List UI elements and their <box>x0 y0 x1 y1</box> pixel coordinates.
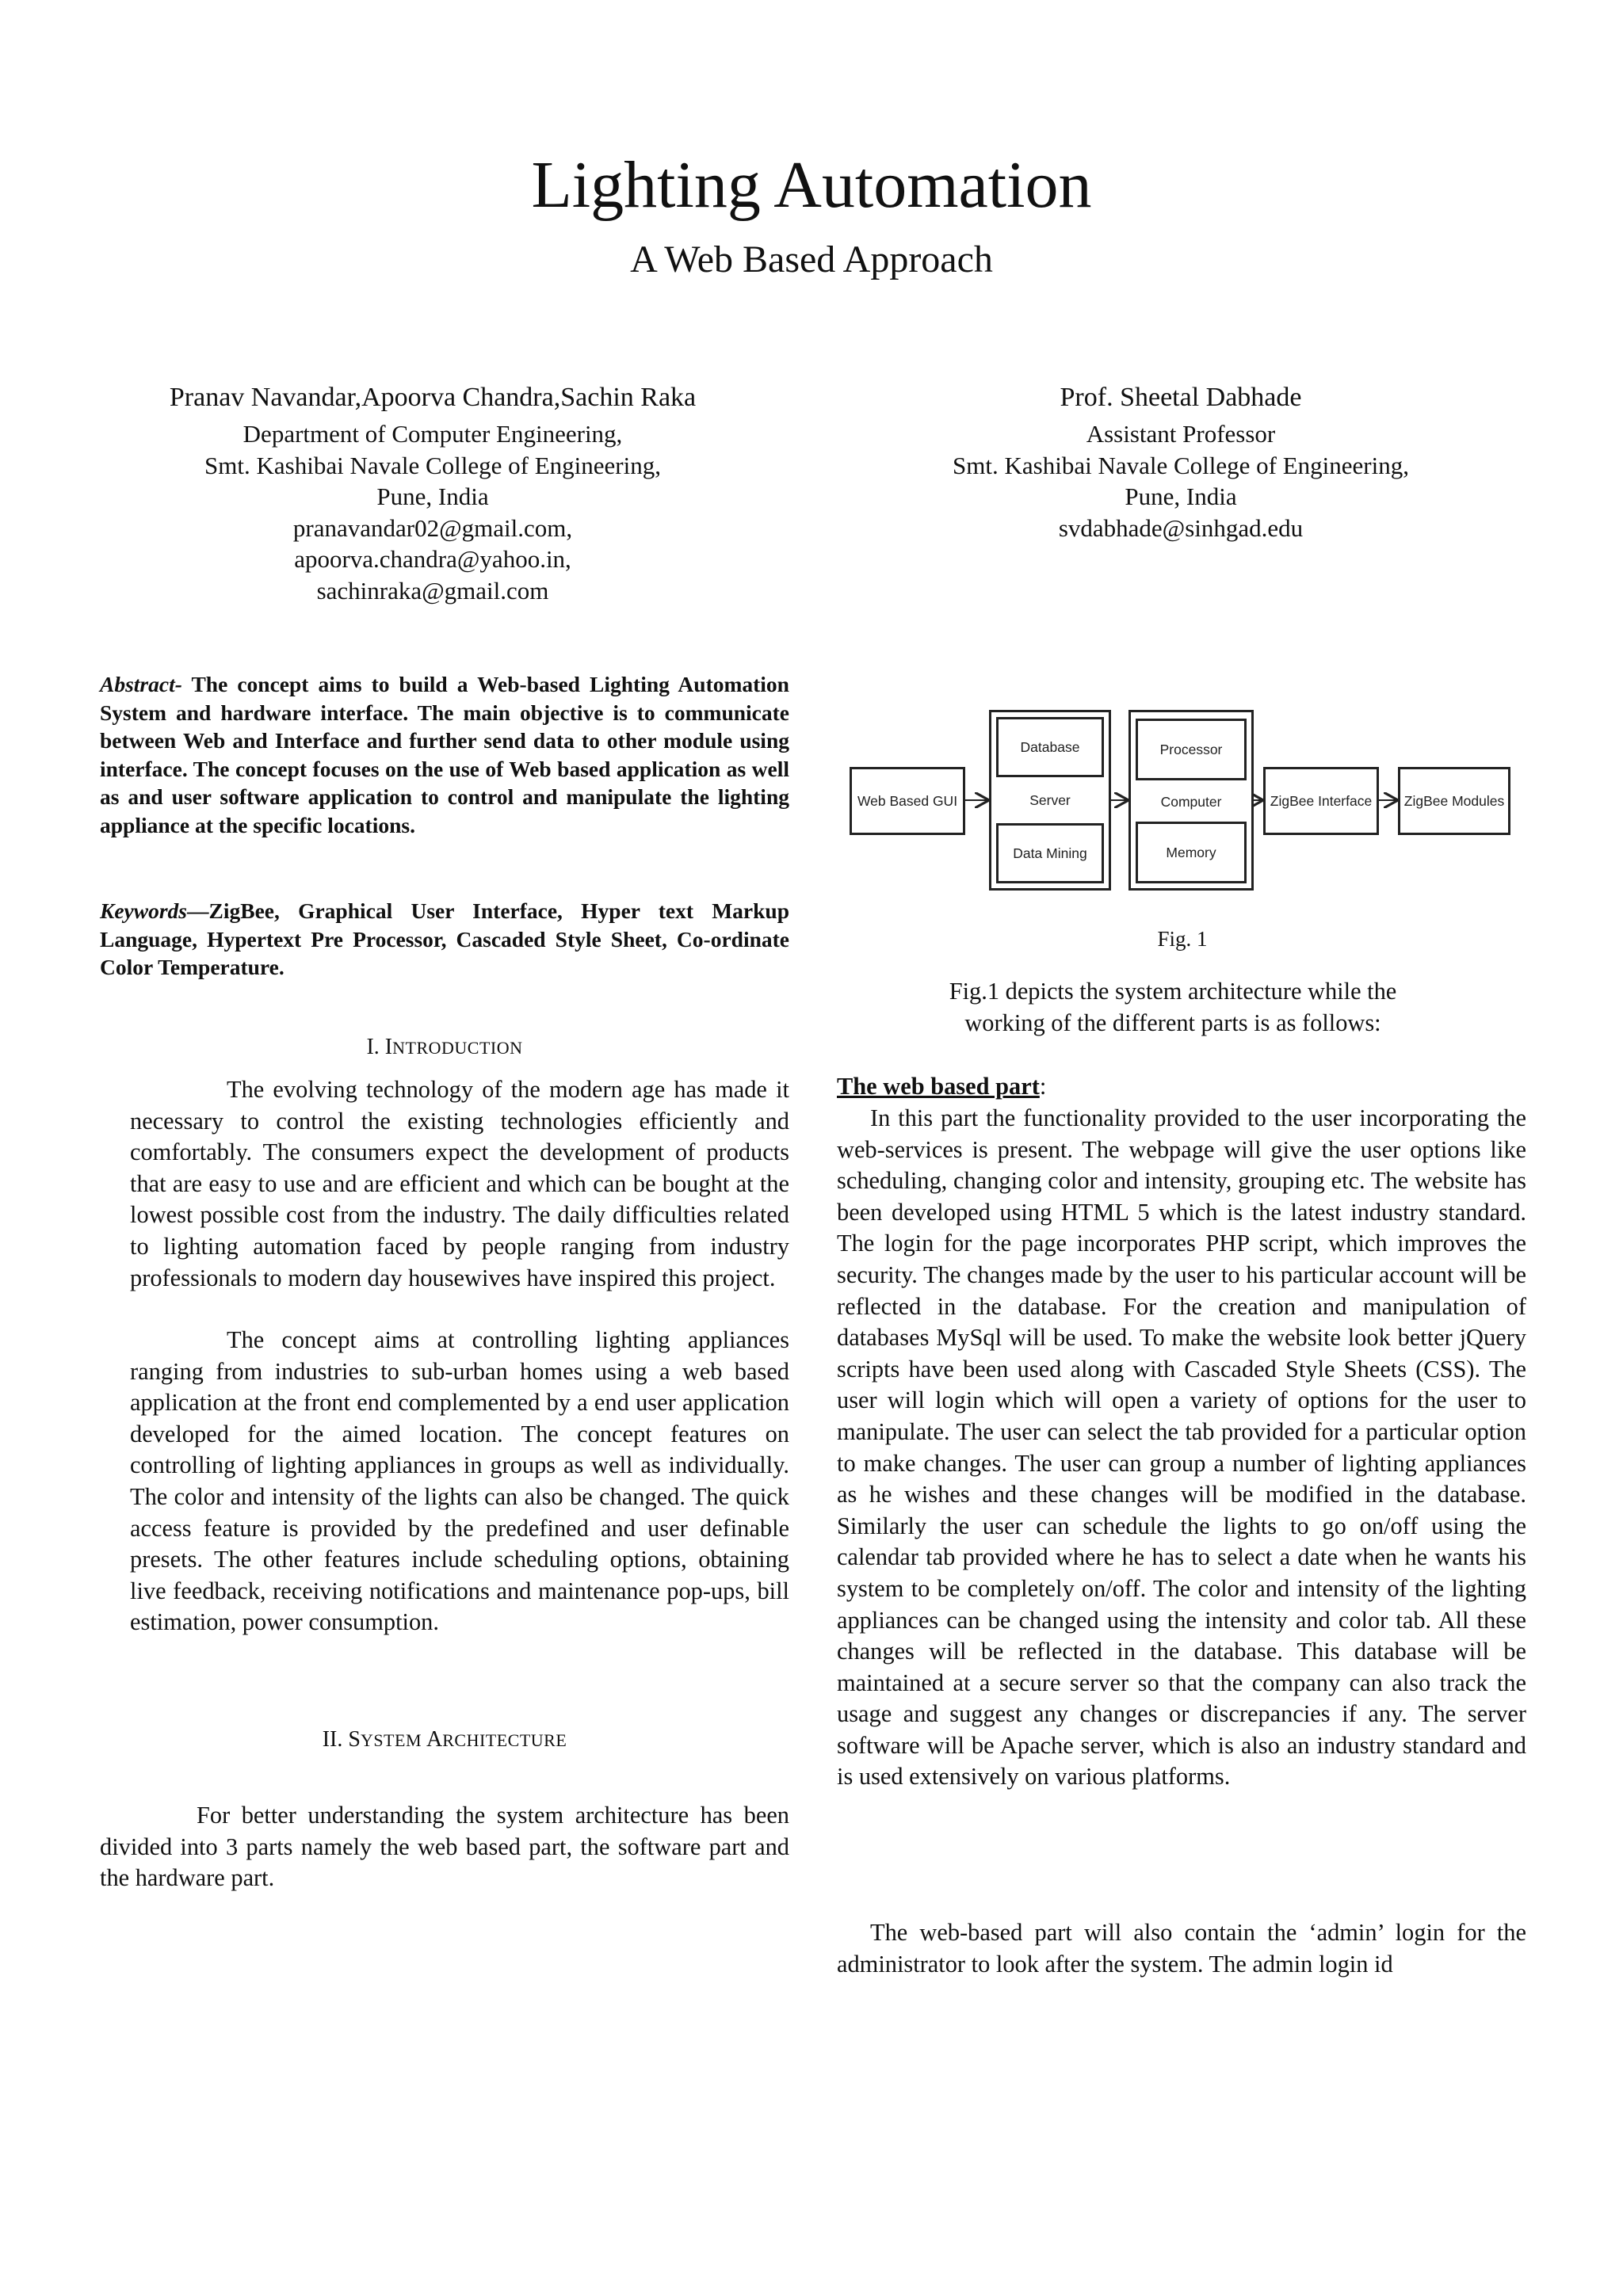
author-affiliation-line: Assistant Professor <box>1086 420 1276 448</box>
block-database-label: Database <box>1020 739 1080 755</box>
architecture-paragraph: For better understanding the system architecture has been divided into 3 parts namely the web based part, the software part and the hardware part. <box>100 1802 789 1892</box>
web-part-paragraph-2: The web-based part will also contain the ‘admin’ login for the administrator to look after the system. The admin login id <box>837 1919 1526 1978</box>
intro-paragraph-2: The concept aims at controlling lighting appliances ranging from industries to sub-urban homes using a web based application at the front end complemented by a end user application developed for the aimed location. The concept features on controlling of lighting appliances in groups as well as individually. The color and intensity of the lights can also be changed. The quick access feature is provided by the predefined and user definable presets. The other features include scheduling options, obtaining live feedback, receiving notifications and maintenance pop-ups, bill estimation, power consumption. <box>130 1326 789 1636</box>
block-web-gui <box>850 767 965 835</box>
keywords-text: —ZigBee, Graphical User Interface, Hyper text Markup Language, Hypertext Pre Processor, Cascaded Style Sheet, Co-ordinate Color Temperature. <box>100 898 789 980</box>
figure-description: Fig.1 depicts the system architecture while the working of the different parts is as follows: <box>949 978 1397 1036</box>
intro-paragraph-1: The evolving technology of the modern age has made it necessary to control the existing technologies efficiently and comfortably. The consumers expect the development of products that are easy to use and are efficient and which can be bought at the lowest possible cost from the industry. The daily difficulties related to lighting automation faced by people ranging from industry professionals to modern day housewives have inspired this project. <box>130 1076 789 1291</box>
abstract <box>100 670 789 840</box>
author-affiliation-line: Smt. Kashibai Navale College of Engineering, <box>953 451 1409 479</box>
block-database <box>996 717 1104 777</box>
paper-title: Lighting Automation <box>531 148 1092 222</box>
author-affiliation-line: Department of Computer Engineering, <box>242 420 623 448</box>
author-affiliation-line: Pune, India <box>376 482 489 511</box>
author-email: sachinraka@gmail.com <box>316 576 549 605</box>
block-server <box>989 710 1111 891</box>
block-computer <box>1128 710 1254 891</box>
keywords <box>100 897 789 982</box>
section-heading-system-architecture: II. SYSTEM ARCHITECTURE <box>322 1727 567 1752</box>
block-zigbee-modules-label: ZigBee Modules <box>1403 793 1505 809</box>
block-memory-label: Memory <box>1166 845 1216 860</box>
author-block-left <box>92 382 773 607</box>
keywords-label: Keywords <box>100 898 187 923</box>
figure-caption: Fig. 1 <box>1157 927 1208 951</box>
system-architecture-figure <box>850 705 1515 903</box>
block-server-label: Server <box>1029 792 1071 808</box>
web-part-heading: The web based part: <box>837 1073 1047 1100</box>
block-web-gui-label: Web Based GUI <box>857 793 958 809</box>
section-heading-introduction: I. INTRODUCTION <box>366 1035 523 1059</box>
author-affiliation-line: Smt. Kashibai Navale College of Engineering, <box>204 451 661 479</box>
author-names: Pranav Navandar,Apoorva Chandra,Sachin Raka <box>169 383 697 412</box>
author-email: apoorva.chandra@yahoo.in, <box>294 545 571 574</box>
author-block-right <box>840 382 1522 543</box>
abstract-label: Abstract- <box>100 672 182 696</box>
web-part-paragraph-1: In this part the functionality provided to the user incorporating the web-services is present. The webpage will give the user options like scheduling, changing color and intensity, grouping etc. The website has been developed using HTML 5 which is the latest industry standard. The login for the page incorporates PHP script, which improves the security. The changes made by the user to his particular account will be reflected in the database. For the creation and manipulation of databases MySql will be used. To make the website look better jQuery scripts have been used along with Cascaded Style Sheets (CSS). The user will login which will open a variety of options for the user to manipulate. The user can select the tab provided for a particular option to make changes. The user can group a number of lighting appliances as he wishes and these changes will be modified in the database. Similarly the user can schedule the lights to go on/off using the calendar tab provided where he has to select a date when he wants his system to be completely on/off. The color and intensity of the lighting appliances can be changed using the intensity and color tab. All these changes will be reflected in the database. This database will be maintained at a secure server so that the company can also track the usage and suggest any changes or discrepancies if any. The server software will be Apache server, which is also an industry standard and is used extensively on various platforms. <box>837 1104 1526 1791</box>
abstract-text: The concept aims to build a Web-based Lighting Automation System and hardware interface. The main objective is to communicate between Web and Interface and further send data to other module using interface. The concept focuses on the use of Web based application as well as and user software application to control and manipulate the lighting appliance at the specific locations. <box>100 672 789 837</box>
block-processor <box>1136 719 1247 780</box>
author-email: pranavandar02@gmail.com, <box>292 513 573 542</box>
block-processor-label: Processor <box>1159 742 1223 757</box>
block-zigbee-modules <box>1398 767 1510 835</box>
author-email: svdabhade@sinhgad.edu <box>1058 513 1304 542</box>
block-zigbee-interface <box>1263 767 1379 835</box>
block-computer-label: Computer <box>1160 794 1222 810</box>
paper-subtitle: A Web Based Approach <box>630 238 993 280</box>
author-names: Prof. Sheetal Dabhade <box>1060 383 1302 412</box>
block-data-mining-label: Data Mining <box>1013 845 1087 861</box>
author-affiliation-line: Pune, India <box>1125 482 1237 511</box>
block-zigbee-interface-label: ZigBee Interface <box>1270 793 1373 809</box>
web-part-heading-text: The web based part <box>837 1073 1040 1100</box>
block-data-mining <box>996 823 1104 883</box>
block-memory <box>1136 822 1247 883</box>
